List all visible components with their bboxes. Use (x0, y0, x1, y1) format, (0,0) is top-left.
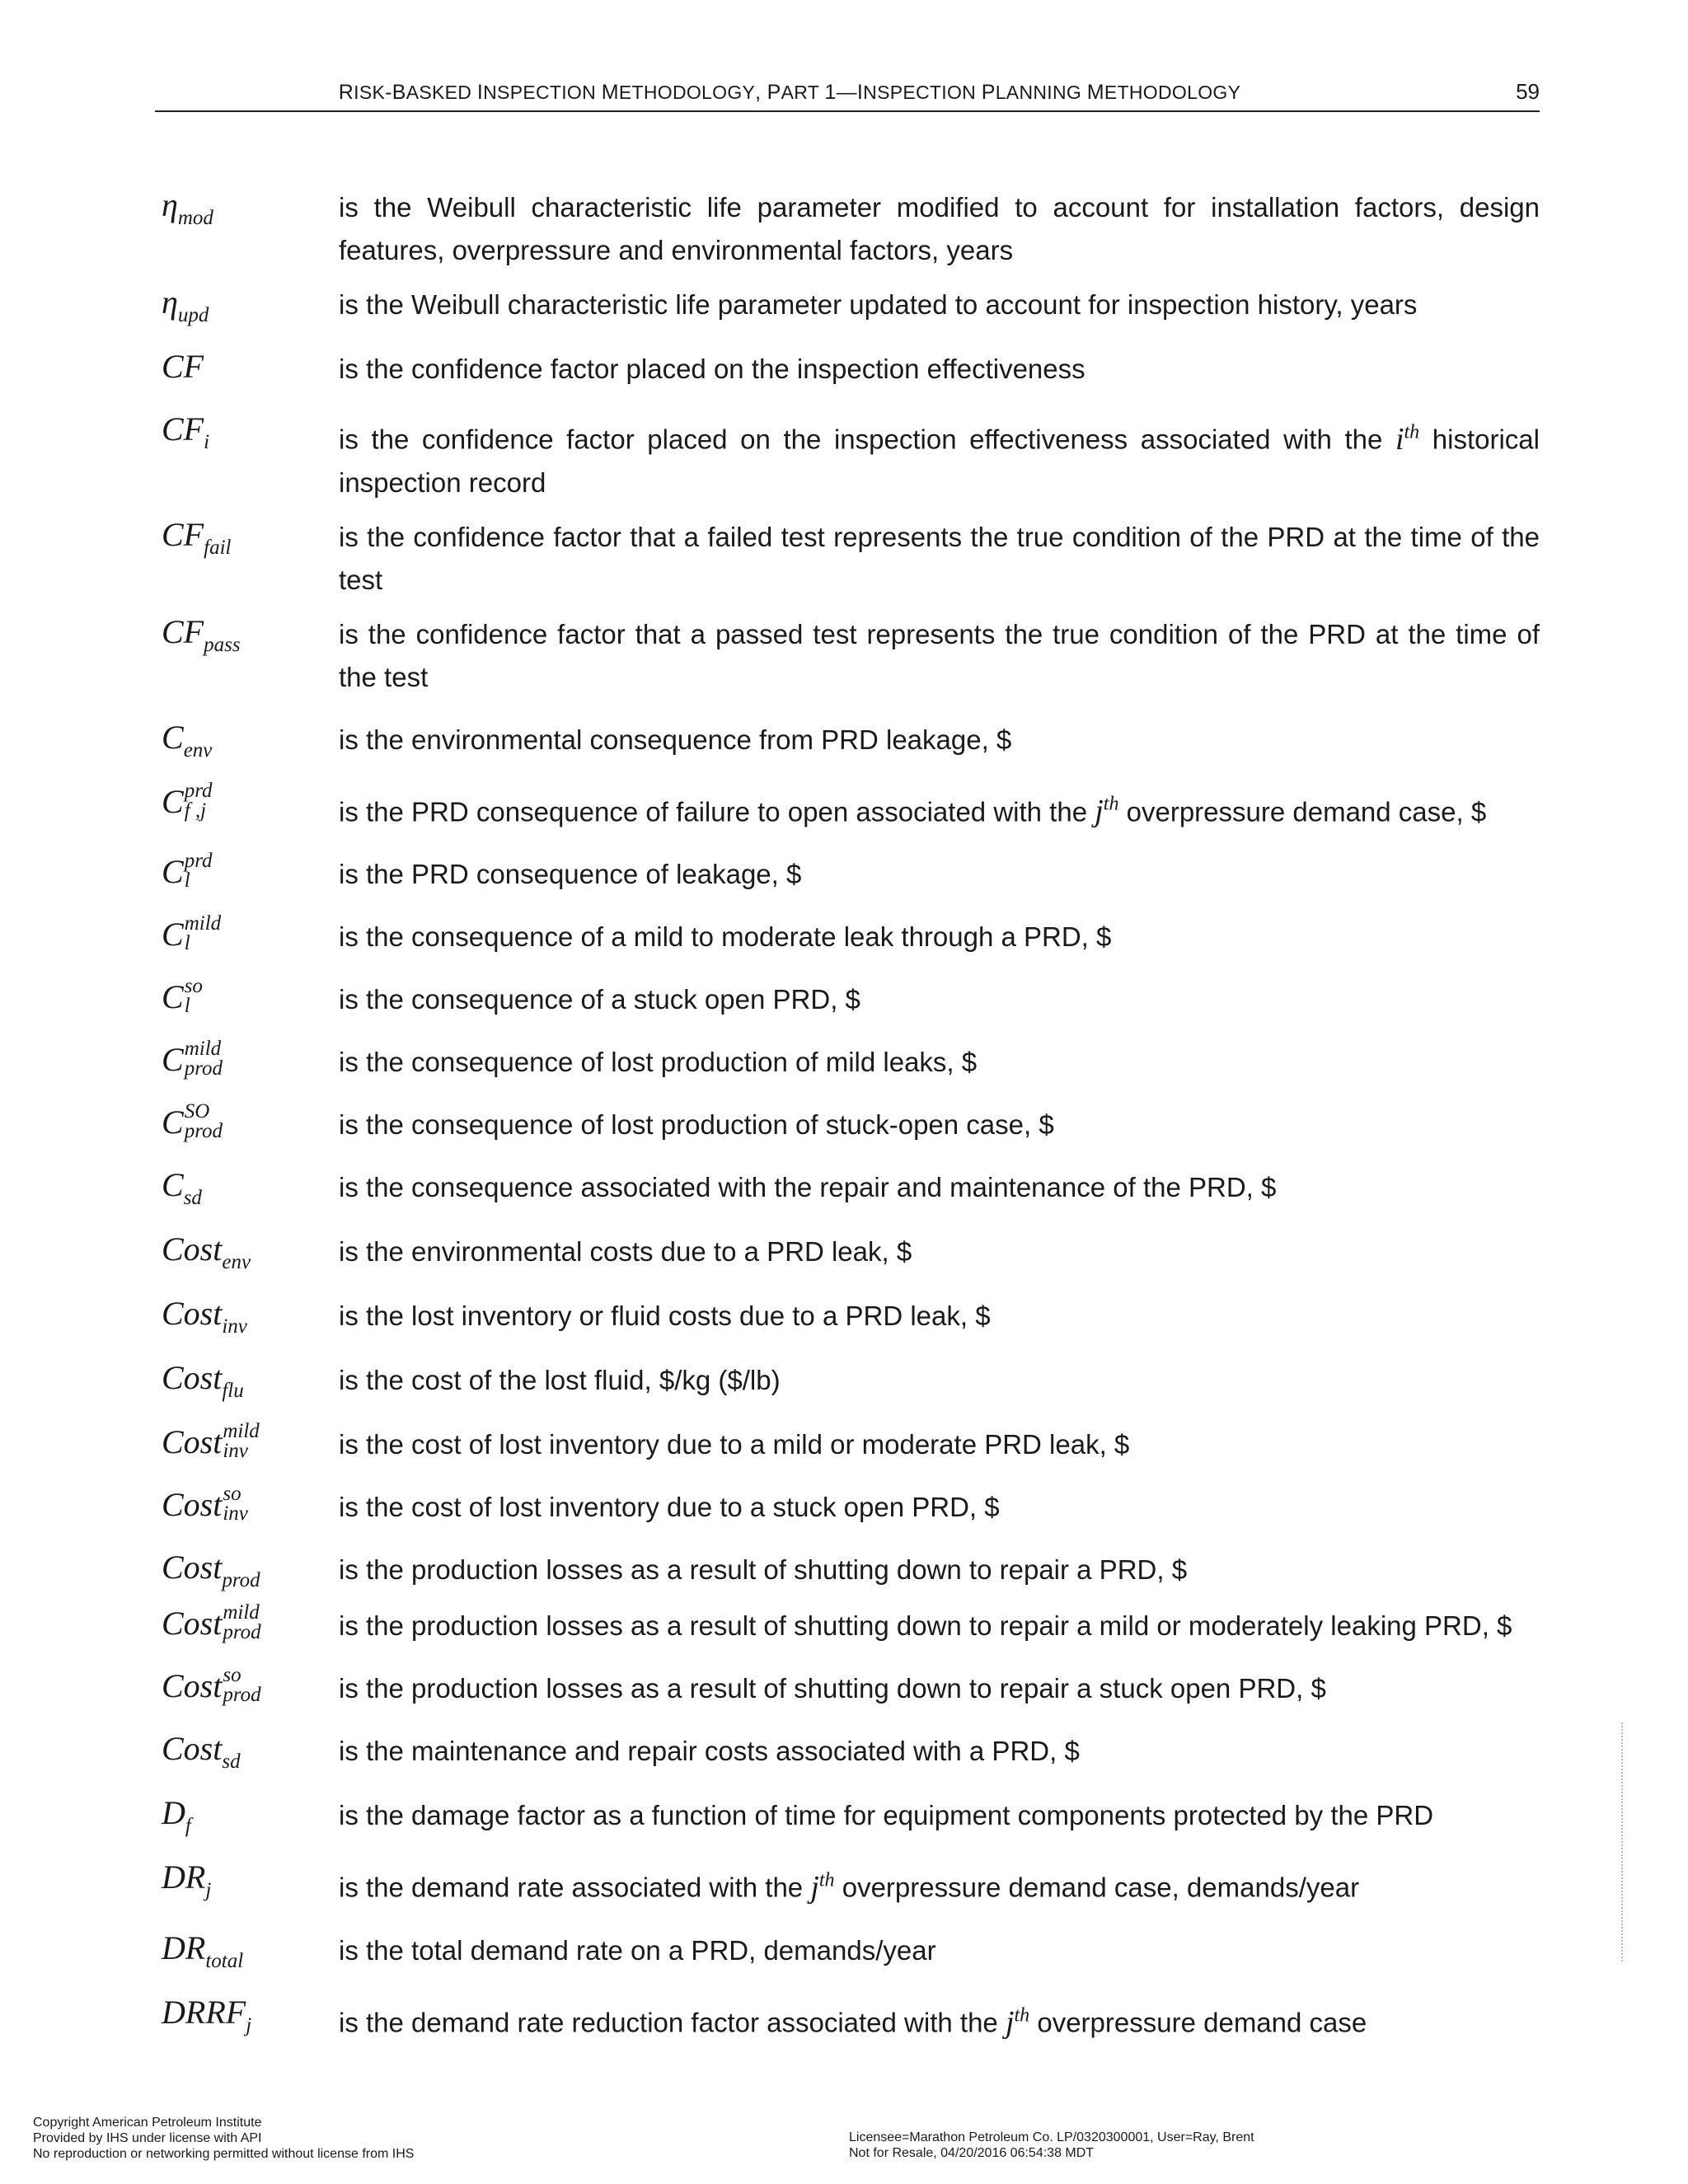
symbol (162, 346, 339, 391)
definition-text: is the confidence factor that a passed test represents the true condition of the PRD at the time of the test (339, 618, 1540, 692)
definition-row (162, 185, 1540, 272)
math-index (810, 1870, 834, 1905)
symbol (162, 717, 339, 763)
symbol-base: CF (162, 515, 204, 553)
symbol-sup-sub (185, 914, 221, 954)
definition-row (162, 1928, 1540, 1974)
symbol-base: Cost (162, 1486, 223, 1524)
header-title-part: LANNING (995, 82, 1087, 103)
symbol-base: C (162, 1104, 184, 1141)
definition-text: is the Weibull characteristic life parameter modified to account for installation factors, design features, overpressure and environmental factors, years (339, 192, 1540, 265)
math-index (1395, 422, 1419, 457)
symbol-superscript: mild (223, 1420, 260, 1443)
symbol-base: DRRF (162, 1993, 246, 2031)
definition-text: is the consequence associated with the repair and maintenance of the PRD, $ (339, 1172, 1277, 1203)
definition-text: is the consequence of a stuck open PRD, $ (339, 984, 860, 1015)
symbol-subscript: prod (223, 1621, 261, 1644)
symbol-base: DR (162, 1858, 206, 1896)
definition-row (162, 717, 1540, 763)
definition-text: is the damage factor as a function of time for equipment components protected by the PRD (339, 1800, 1434, 1831)
symbol-base: C (162, 782, 184, 820)
symbol-subscript: f (185, 1815, 191, 1838)
definitions-list (162, 185, 1540, 2045)
definition-row (162, 1857, 1540, 1910)
symbol-superscript: SO (184, 1100, 210, 1123)
footer-copyright (33, 2115, 414, 2162)
symbol-base: Cost (162, 1605, 223, 1643)
definition-row (162, 1165, 1540, 1211)
math-index (1006, 2005, 1029, 2040)
symbol-subscript: pass (204, 633, 241, 656)
symbol-superscript: prd (184, 850, 213, 873)
symbol-base: CF (162, 410, 204, 448)
header-title-part: P (981, 81, 996, 104)
math-index-sup: th (1404, 421, 1420, 443)
definition-text-pre: is the demand rate reduction factor associated with the (339, 2007, 1006, 2038)
symbol (162, 1857, 339, 1910)
symbol (162, 1728, 339, 1774)
symbol (162, 1928, 339, 1974)
symbol-subscript: sd (222, 1750, 241, 1774)
symbol-base: DR (162, 1929, 206, 1966)
math-index-var: j (1005, 2004, 1015, 2040)
symbol (162, 851, 339, 896)
definition-text: is the total demand rate on a PRD, demands/year (339, 1934, 936, 1966)
footer-line: Licensee=Marathon Petroleum Co. LP/0320300001, User=Ray, Brent (849, 2130, 1254, 2144)
symbol-base: C (162, 1041, 184, 1079)
header-title-part: R (338, 81, 354, 104)
definition-text: is the consequence of lost production of stuck-open case, $ (339, 1109, 1054, 1141)
definition-row (162, 977, 1540, 1021)
header-title-part: ART (781, 82, 825, 103)
symbol-superscript: so (223, 1483, 241, 1506)
symbol-subscript: l (184, 932, 190, 955)
header-title-part: ETHODOLOGY (1104, 82, 1241, 103)
symbol-subscript: l (184, 869, 190, 893)
definition-text: is the production losses as a result of shutting down to repair a mild or moderately leaking PRD, $ (339, 1610, 1512, 1642)
symbol-base: CF (162, 348, 204, 385)
margin-watermark-dots (1621, 1722, 1626, 1961)
symbol (162, 1165, 339, 1211)
definition-row (162, 1992, 1540, 2045)
definition-row (162, 346, 1540, 391)
symbol-subscript: fail (204, 536, 232, 559)
symbol-base: C (162, 853, 184, 891)
definition-text: is the cost of the lost fluid, $/kg ($/lb) (339, 1365, 781, 1396)
symbol-base: Cost (162, 1549, 223, 1586)
symbol-subscript: env (222, 1251, 251, 1274)
symbol (162, 1992, 339, 2045)
symbol (162, 1039, 339, 1084)
math-index-sup: th (818, 1869, 835, 1891)
definition-text-pre: is the demand rate associated with the (339, 1872, 811, 1903)
symbol (162, 282, 339, 328)
definition-text: is the consequence of lost production of mild leaks, $ (339, 1047, 978, 1078)
definition-text: is the cost of lost inventory due to a mild or moderate PRD leak, $ (339, 1429, 1130, 1460)
definition-row (162, 1793, 1540, 1839)
symbol-base: Cost (162, 1730, 223, 1768)
definition-row (162, 612, 1540, 699)
definition-row (162, 409, 1540, 504)
definition-row (162, 1547, 1540, 1593)
definition-text-pre: is the confidence factor placed on the inspection effectiveness associated with the (339, 424, 1395, 455)
symbol-sup-sub (185, 1039, 223, 1079)
symbol (162, 1547, 339, 1593)
definition-text: is the lost inventory or fluid costs due to a PRD leak, $ (339, 1301, 991, 1332)
header-title-part: 1—I (824, 81, 864, 104)
symbol-subscript: inv (223, 1440, 248, 1463)
symbol-base: η (162, 186, 178, 223)
definition-text: is the confidence factor that a failed test represents the true condition of the PRD at the time of the test (339, 521, 1540, 595)
definition-row (162, 1484, 1540, 1529)
definition-text: is the PRD consequence of leakage, $ (339, 859, 802, 890)
footer-line: Not for Resale, 04/20/2016 06:54:38 MDT (849, 2146, 1095, 2160)
symbol (162, 1484, 339, 1529)
symbol-base: C (162, 1166, 184, 1204)
symbol-sup-sub (185, 977, 203, 1016)
symbol-base: C (162, 978, 184, 1016)
symbol-subscript: l (184, 995, 190, 1018)
symbol-base: CF (162, 612, 204, 650)
symbol-base: C (162, 718, 184, 756)
definition-row (162, 1357, 1540, 1404)
header-title-part: ISK (354, 82, 386, 103)
symbol-sup-sub (185, 1102, 223, 1141)
definition-text-post: overpressure demand case, demands/year (834, 1872, 1360, 1903)
symbol (162, 781, 339, 834)
symbol (162, 1422, 339, 1466)
definition-row (162, 1039, 1540, 1084)
definition-text (339, 1857, 1540, 1910)
symbol (162, 185, 339, 272)
symbol-base: C (162, 916, 184, 954)
symbol-superscript: so (184, 975, 203, 998)
definition-text: is the environmental costs due to a PRD leak, $ (339, 1236, 912, 1268)
symbol (162, 977, 339, 1021)
symbol (162, 1603, 339, 1647)
definition-text-post: overpressure demand case, $ (1118, 796, 1487, 827)
header-title-part: NSPECTION (483, 82, 602, 103)
definition-text: is the confidence factor placed on the inspection effectiveness (339, 354, 1085, 384)
symbol-subscript: prod (184, 1057, 223, 1080)
header-title-part: I (476, 81, 484, 104)
definition-row (162, 1229, 1540, 1275)
symbol-superscript: mild (184, 1038, 222, 1061)
symbol-subscript: prod (222, 1569, 260, 1592)
definition-text-post: overpressure demand case (1029, 2007, 1367, 2038)
definition-text: is the production losses as a result of shutting down to repair a stuck open PRD, $ (339, 1673, 1326, 1704)
definition-text-pre: is the PRD consequence of failure to open associated with the (339, 796, 1095, 827)
symbol (162, 612, 339, 699)
header-title-part: ETHODOLOGY (618, 82, 756, 103)
symbol-subscript: prod (223, 1684, 261, 1707)
symbol (162, 409, 339, 504)
symbol-subscript: sd (183, 1187, 202, 1210)
footer-line: Provided by IHS under license with API (33, 2131, 262, 2145)
symbol (162, 514, 339, 602)
definition-row (162, 781, 1540, 834)
definition-row (162, 851, 1540, 896)
definition-text: is the Weibull characteristic life parameter updated to account for inspection history, years (339, 289, 1418, 320)
symbol (162, 914, 339, 958)
running-header (155, 79, 1540, 112)
symbol-sup-sub (185, 781, 213, 821)
definition-row (162, 1422, 1540, 1466)
header-title-part: -B (385, 81, 406, 104)
definition-row (162, 1102, 1540, 1146)
symbol-base: Cost (162, 1230, 223, 1268)
definition-text-post: historical inspection record (339, 424, 1540, 498)
symbol (162, 1666, 339, 1710)
definition-text (339, 781, 1540, 834)
math-index-var: i (1395, 421, 1404, 457)
symbol-base: Cost (162, 1359, 223, 1397)
definition-row (162, 1603, 1540, 1647)
header-title-part: , P (755, 81, 781, 104)
footer-line: Copyright American Petroleum Institute (33, 2116, 262, 2130)
symbol-sup-sub (185, 851, 213, 891)
math-index (1095, 794, 1118, 828)
definition-row (162, 914, 1540, 958)
symbol-sup-sub (223, 1666, 260, 1705)
symbol-subscript: j (205, 1879, 212, 1902)
symbol-superscript: mild (184, 912, 222, 935)
definition-text: is the consequence of a mild to moderate leak through a PRD, $ (339, 921, 1112, 953)
definition-text: is the environmental consequence from PRD leakage, $ (339, 724, 1012, 755)
math-index-var: j (1095, 794, 1104, 829)
symbol-subscript: upd (177, 304, 209, 326)
symbol-superscript: prd (184, 779, 213, 802)
symbol-subscript: f ,j (184, 799, 207, 822)
symbol (162, 1293, 339, 1339)
symbol-subscript: prod (184, 1120, 223, 1143)
header-title-part: M (1086, 81, 1104, 104)
definition-text: is the cost of lost inventory due to a stuck open PRD, $ (339, 1492, 1000, 1523)
math-index-sup: th (1014, 2004, 1030, 2026)
symbol-sup-sub (223, 1603, 260, 1643)
symbol (162, 1102, 339, 1146)
symbol-subscript: i (204, 431, 210, 453)
symbol-base: Cost (162, 1423, 223, 1461)
math-index-sup: th (1103, 793, 1119, 815)
symbol (162, 1357, 339, 1404)
definition-row (162, 1728, 1540, 1774)
symbol-subscript: flu (222, 1380, 244, 1403)
symbol-base: Cost (162, 1667, 223, 1705)
definition-text: is the maintenance and repair costs associated with a PRD, $ (339, 1736, 1080, 1767)
header-title-part: NSPECTION (863, 82, 982, 103)
symbol-base: D (162, 1794, 185, 1832)
symbol-superscript: mild (223, 1601, 260, 1624)
definition-text (339, 1992, 1540, 2045)
symbol-subscript: total (205, 1949, 244, 1972)
symbol-base: Cost (162, 1295, 223, 1333)
definition-row (162, 514, 1540, 602)
definition-text (339, 409, 1540, 504)
symbol (162, 1229, 339, 1275)
definition-text: is the production losses as a result of shutting down to repair a PRD, $ (339, 1554, 1188, 1586)
symbol-sup-sub (223, 1422, 259, 1461)
symbol-subscript: j (246, 2013, 252, 2036)
footer-line: No reproduction or networking permitted without license from IHS (33, 2147, 415, 2161)
header-title (155, 81, 1424, 105)
symbol-subscript: inv (222, 1315, 247, 1338)
symbol-subscript: mod (177, 207, 213, 229)
definition-row (162, 1666, 1540, 1710)
symbol-subscript: env (183, 738, 213, 762)
symbol-sup-sub (223, 1484, 248, 1524)
header-title-part: ASKED (406, 82, 477, 103)
symbol (162, 1793, 339, 1839)
definition-row (162, 1293, 1540, 1339)
definition-row (162, 282, 1540, 328)
page-number: 59 (1516, 79, 1540, 104)
symbol-superscript: so (223, 1664, 241, 1687)
symbol-subscript: inv (223, 1502, 248, 1526)
math-index-var: j (810, 1869, 819, 1905)
symbol-base: η (162, 284, 178, 321)
footer-license (849, 2130, 1254, 2161)
header-title-part: M (601, 81, 619, 104)
